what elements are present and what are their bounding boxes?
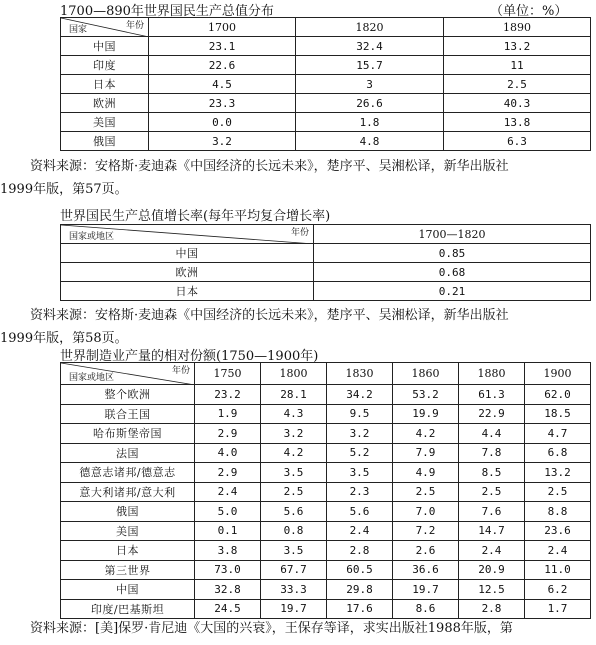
cell-value: 5.6 — [327, 502, 393, 522]
cell-value: 3.5 — [261, 541, 327, 561]
table-row — [61, 502, 591, 522]
cell-value: 62.0 — [525, 385, 591, 405]
table-row — [61, 599, 591, 619]
table1-source-line1: 资料来源：安格斯·麦迪森《中国经济的长远未来》，楚序平、吴湘松译，新华出版社 — [30, 159, 509, 174]
cell-value: 8.6 — [393, 599, 459, 619]
cell-value: 53.2 — [393, 385, 459, 405]
cell-value: 2.9 — [195, 424, 261, 444]
cell-value: 20.9 — [459, 560, 525, 580]
cell-value: 29.8 — [327, 580, 393, 600]
cell-value: 1.7 — [525, 599, 591, 619]
cell-value: 4.3 — [261, 404, 327, 424]
cell-value: 0.0 — [149, 113, 296, 132]
table2 — [60, 224, 591, 301]
table-row — [61, 263, 591, 282]
cell-value: 2.3 — [327, 482, 393, 502]
cell-value: 22.9 — [459, 404, 525, 424]
cell-value: 32.4 — [296, 37, 444, 56]
cell-value: 13.2 — [444, 37, 591, 56]
row-label: 法国 — [61, 443, 195, 463]
row-label: 哈布斯堡帝国 — [61, 424, 195, 444]
cell-value: 5.0 — [195, 502, 261, 522]
year-header: 1880 — [459, 363, 525, 385]
cell-value: 61.3 — [459, 385, 525, 405]
cell-value: 8.5 — [459, 463, 525, 483]
cell-value: 3.2 — [261, 424, 327, 444]
cell-value: 0.85 — [314, 244, 591, 263]
cell-value: 60.5 — [327, 560, 393, 580]
cell-value: 19.7 — [261, 599, 327, 619]
cell-value: 3.5 — [327, 463, 393, 483]
cell-value: 2.5 — [261, 482, 327, 502]
cell-value: 32.8 — [195, 580, 261, 600]
cell-value: 2.4 — [195, 482, 261, 502]
cell-value: 4.0 — [195, 443, 261, 463]
cell-value: 17.6 — [327, 599, 393, 619]
year-header: 1700 — [149, 18, 296, 37]
cell-value: 6.3 — [444, 132, 591, 151]
row-label: 第三世界 — [61, 560, 195, 580]
cell-value: 73.0 — [195, 560, 261, 580]
table-row — [61, 404, 591, 424]
table3-title: 世界制造业产量的相对份额(1750—1900年) — [60, 349, 319, 364]
row-label: 德意志诸邦/德意志 — [61, 463, 195, 483]
table2-title: 世界国民生产总值增长率(每年平均复合增长率) — [60, 209, 331, 224]
cell-value: 13.8 — [444, 113, 591, 132]
cell-value: 6.8 — [525, 443, 591, 463]
cell-value: 4.9 — [393, 463, 459, 483]
table-row — [61, 132, 591, 151]
table1-title: 1700—890年世界国民生产总值分布 — [60, 4, 274, 19]
corner-country-label: 国家 — [69, 25, 88, 35]
table2-source-line2: 1999年版，第58页。 — [0, 331, 128, 346]
cell-value: 23.1 — [149, 37, 296, 56]
table-row — [61, 424, 591, 444]
cell-value: 3.5 — [261, 463, 327, 483]
table2-corner-cell — [61, 225, 314, 244]
cell-value: 22.6 — [149, 56, 296, 75]
table-row — [61, 482, 591, 502]
corner-country-label: 国家或地区 — [69, 232, 115, 242]
cell-value: 40.3 — [444, 94, 591, 113]
cell-value: 4.8 — [296, 132, 444, 151]
cell-value: 0.68 — [314, 263, 591, 282]
table-row — [61, 560, 591, 580]
corner-year-label: 年份 — [171, 366, 190, 376]
row-label: 印度/巴基斯坦 — [61, 599, 195, 619]
cell-value: 18.5 — [525, 404, 591, 424]
cell-value: 4.2 — [261, 443, 327, 463]
cell-value: 3.2 — [149, 132, 296, 151]
cell-value: 24.5 — [195, 599, 261, 619]
table-row — [61, 56, 591, 75]
table3-source-line1: 资料来源：[美]保罗·肯尼迪《大国的兴衰》，王保存等译，求实出版社1988年版，第 — [30, 621, 513, 636]
table-row — [61, 463, 591, 483]
cell-value: 12.5 — [459, 580, 525, 600]
cell-value: 2.5 — [525, 482, 591, 502]
cell-value: 3.8 — [195, 541, 261, 561]
cell-value: 23.6 — [525, 521, 591, 541]
row-label: 中国 — [61, 580, 195, 600]
cell-value: 4.7 — [525, 424, 591, 444]
row-label: 中国 — [61, 244, 314, 263]
cell-value: 3.2 — [327, 424, 393, 444]
period-header: 1700—1820 — [314, 225, 591, 244]
cell-value: 19.9 — [393, 404, 459, 424]
cell-value: 2.8 — [459, 599, 525, 619]
row-label: 俄国 — [61, 132, 149, 151]
table-row — [61, 282, 591, 301]
cell-value: 14.7 — [459, 521, 525, 541]
table1-corner-cell — [61, 18, 149, 37]
cell-value: 4.4 — [459, 424, 525, 444]
cell-value: 2.5 — [459, 482, 525, 502]
cell-value: 11.0 — [525, 560, 591, 580]
row-label: 印度 — [61, 56, 149, 75]
year-header: 1800 — [261, 363, 327, 385]
row-label: 整个欧洲 — [61, 385, 195, 405]
cell-value: 15.7 — [296, 56, 444, 75]
table-row — [61, 94, 591, 113]
year-header: 1860 — [393, 363, 459, 385]
cell-value: 0.1 — [195, 521, 261, 541]
table1-source-line2: 1999年版，第57页。 — [0, 182, 128, 197]
year-header: 1900 — [525, 363, 591, 385]
table-row — [61, 521, 591, 541]
row-label: 美国 — [61, 113, 149, 132]
cell-value: 36.6 — [393, 560, 459, 580]
cell-value: 23.3 — [149, 94, 296, 113]
row-label: 意大利诸邦/意大利 — [61, 482, 195, 502]
year-header: 1820 — [296, 18, 444, 37]
cell-value: 2.4 — [327, 521, 393, 541]
cell-value: 34.2 — [327, 385, 393, 405]
table1-unit: （单位：%） — [490, 4, 568, 19]
row-label: 俄国 — [61, 502, 195, 522]
cell-value: 5.2 — [327, 443, 393, 463]
cell-value: 5.6 — [261, 502, 327, 522]
table-row — [61, 443, 591, 463]
row-label: 联合王国 — [61, 404, 195, 424]
cell-value: 9.5 — [327, 404, 393, 424]
table1 — [60, 17, 591, 151]
table-row — [61, 580, 591, 600]
cell-value: 7.0 — [393, 502, 459, 522]
table-row — [61, 113, 591, 132]
cell-value: 1.8 — [296, 113, 444, 132]
cell-value: 7.9 — [393, 443, 459, 463]
table2-source-line1: 资料来源：安格斯·麦迪森《中国经济的长远未来》，楚序平、吴湘松译，新华出版社 — [30, 308, 509, 323]
cell-value: 2.5 — [393, 482, 459, 502]
row-label: 日本 — [61, 75, 149, 94]
cell-value: 11 — [444, 56, 591, 75]
table-row — [61, 37, 591, 56]
corner-country-label: 国家或地区 — [69, 373, 115, 383]
cell-value: 23.2 — [195, 385, 261, 405]
table3-corner-cell — [61, 363, 195, 385]
corner-year-label: 年份 — [290, 228, 309, 238]
cell-value: 7.8 — [459, 443, 525, 463]
cell-value: 7.6 — [459, 502, 525, 522]
row-label: 美国 — [61, 521, 195, 541]
cell-value: 19.7 — [393, 580, 459, 600]
cell-value: 7.2 — [393, 521, 459, 541]
table3 — [60, 362, 591, 619]
year-header: 1890 — [444, 18, 591, 37]
row-label: 日本 — [61, 282, 314, 301]
cell-value: 26.6 — [296, 94, 444, 113]
cell-value: 33.3 — [261, 580, 327, 600]
cell-value: 67.7 — [261, 560, 327, 580]
cell-value: 2.8 — [327, 541, 393, 561]
cell-value: 2.9 — [195, 463, 261, 483]
cell-value: 4.5 — [149, 75, 296, 94]
cell-value: 3 — [296, 75, 444, 94]
table-row — [61, 244, 591, 263]
cell-value: 0.8 — [261, 521, 327, 541]
cell-value: 2.4 — [525, 541, 591, 561]
corner-year-label: 年份 — [125, 21, 144, 31]
cell-value: 28.1 — [261, 385, 327, 405]
cell-value: 2.6 — [393, 541, 459, 561]
row-label: 欧洲 — [61, 263, 314, 282]
table-row — [61, 541, 591, 561]
cell-value: 2.5 — [444, 75, 591, 94]
cell-value: 8.8 — [525, 502, 591, 522]
table-row — [61, 385, 591, 405]
cell-value: 2.4 — [459, 541, 525, 561]
row-label: 欧洲 — [61, 94, 149, 113]
row-label: 日本 — [61, 541, 195, 561]
table-row — [61, 75, 591, 94]
year-header: 1750 — [195, 363, 261, 385]
cell-value: 6.2 — [525, 580, 591, 600]
cell-value: 0.21 — [314, 282, 591, 301]
cell-value: 1.9 — [195, 404, 261, 424]
cell-value: 13.2 — [525, 463, 591, 483]
cell-value: 4.2 — [393, 424, 459, 444]
year-header: 1830 — [327, 363, 393, 385]
row-label: 中国 — [61, 37, 149, 56]
